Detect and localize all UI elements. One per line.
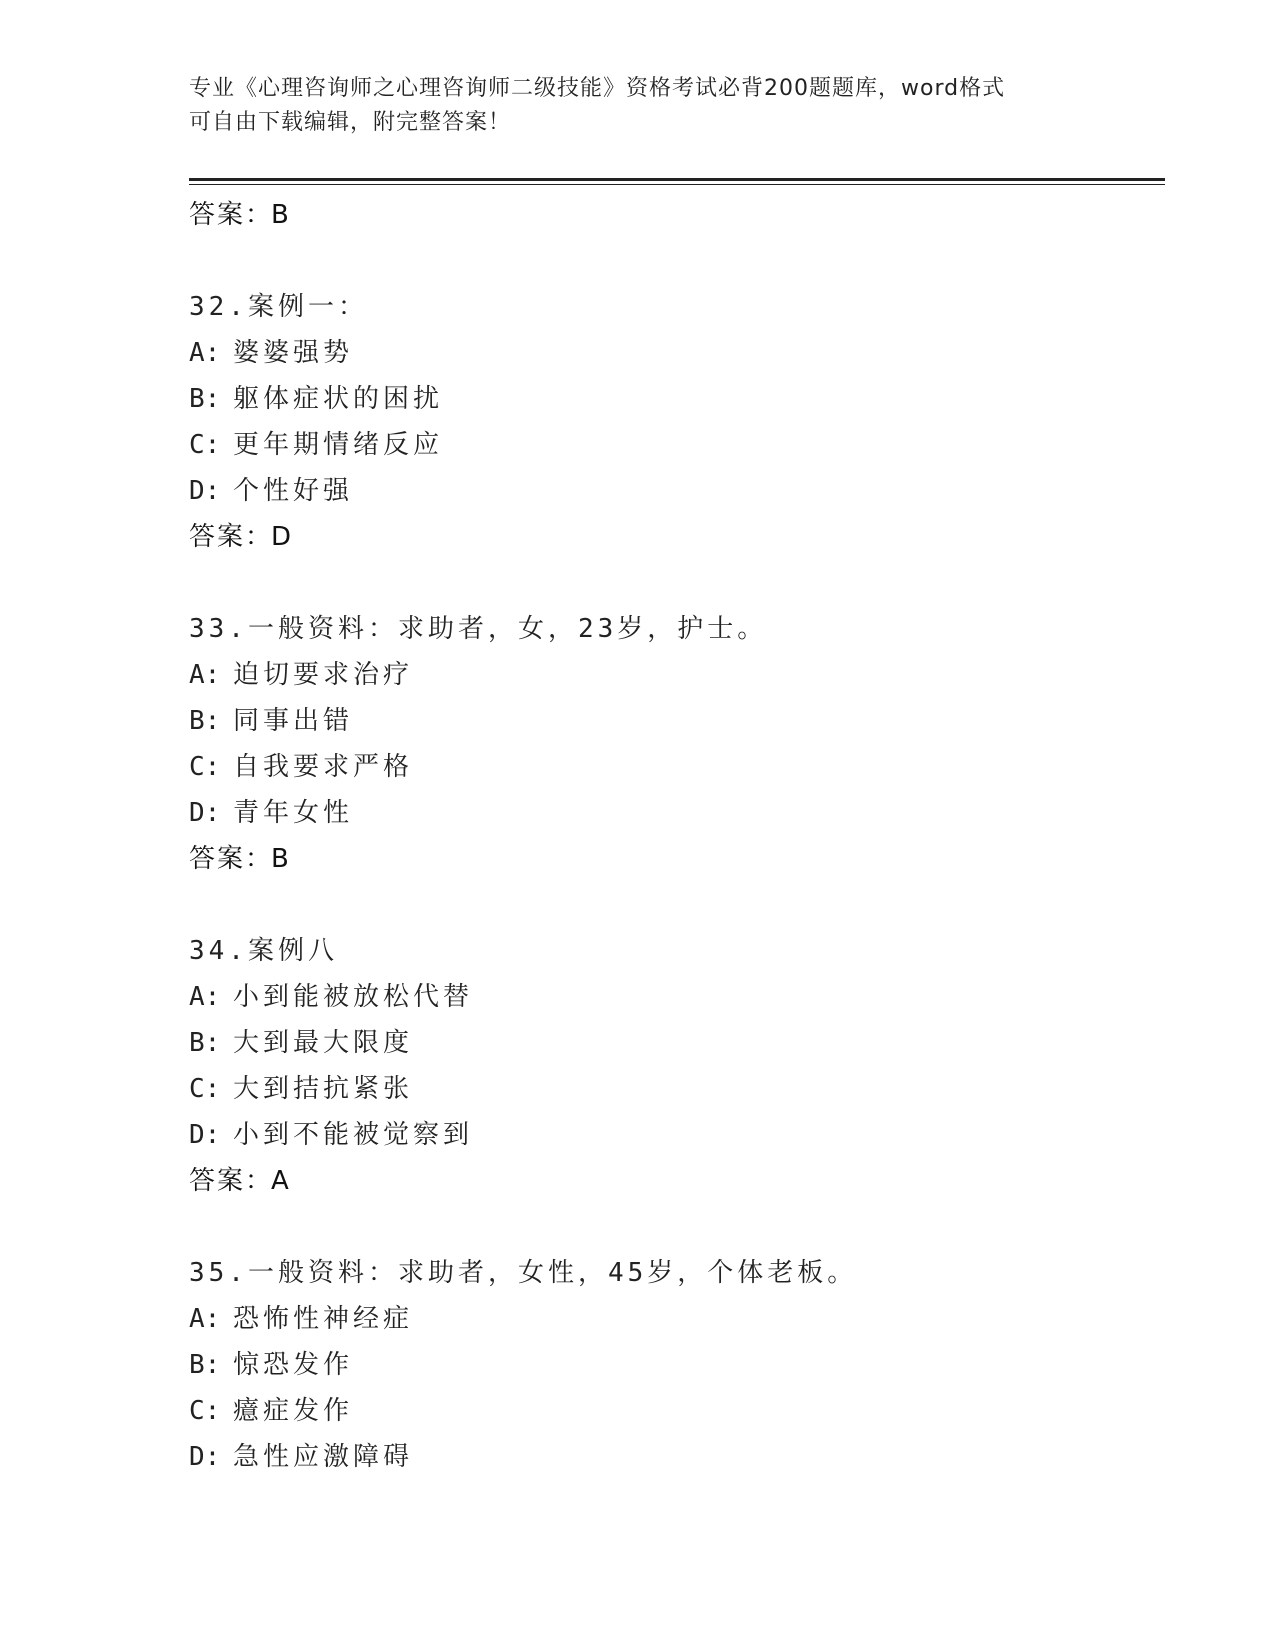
spacer [189, 882, 1149, 928]
question-list [189, 192, 1149, 1480]
header-line-2: 可自由下载编辑，附完整答案！ [189, 110, 512, 135]
answer-separator: ： [245, 1166, 272, 1196]
option-text: 大到拮抗紧张 [233, 1074, 414, 1104]
option-text: 小到能被放松代替 [233, 982, 474, 1012]
answer-value: B [271, 844, 289, 874]
option-c [189, 1066, 1149, 1112]
option-key: B: [189, 1028, 221, 1058]
spacer [189, 560, 1149, 606]
question-title: 32.案例一： [189, 292, 368, 322]
answer-line [189, 514, 1149, 560]
spacer [189, 1204, 1149, 1250]
option-key: A: [189, 982, 221, 1012]
option-d [189, 790, 1149, 836]
option-key: D: [189, 476, 221, 506]
option-key: B: [189, 384, 221, 414]
answer-value: A [271, 1166, 289, 1196]
answer-separator: ： [245, 522, 272, 552]
option-text: 惊恐发作 [233, 1350, 354, 1380]
option-d [189, 1434, 1149, 1480]
option-b [189, 1020, 1149, 1066]
option-key: A: [189, 660, 221, 690]
option-text: 大到最大限度 [233, 1028, 414, 1058]
option-key: D: [189, 798, 221, 828]
option-key: D: [189, 1120, 221, 1150]
option-key: C: [189, 430, 221, 460]
answer-value: B [271, 200, 289, 230]
option-text: 个性好强 [233, 476, 354, 506]
option-key: C: [189, 1074, 221, 1104]
option-key: A: [189, 1304, 221, 1334]
option-key: D: [189, 1442, 221, 1472]
option-text: 自我要求严格 [233, 752, 414, 782]
option-b [189, 698, 1149, 744]
option-key: C: [189, 1396, 221, 1426]
answer-line [189, 1158, 1149, 1204]
option-a [189, 330, 1149, 376]
option-key: A: [189, 338, 221, 368]
option-b [189, 1342, 1149, 1388]
option-text: 急性应激障碍 [233, 1442, 414, 1472]
spacer [189, 238, 1149, 284]
question-title: 33.一般资料：求助者，女，23岁，护士。 [189, 614, 768, 644]
answer-value: D [271, 522, 292, 552]
option-text: 小到不能被觉察到 [233, 1120, 474, 1150]
option-text: 躯体症状的困扰 [233, 384, 444, 414]
option-c [189, 1388, 1149, 1434]
answer-separator: ： [245, 844, 272, 874]
answer-line [189, 192, 1149, 238]
option-d [189, 468, 1149, 514]
option-c [189, 422, 1149, 468]
answer-line [189, 836, 1149, 882]
option-text: 迫切要求治疗 [233, 660, 414, 690]
document-header [189, 72, 1089, 140]
option-text: 癔症发作 [233, 1396, 354, 1426]
header-line-1: 专业《心理咨询师之心理咨询师二级技能》资格考试必背200题题库，word格式 [189, 76, 1006, 101]
header-divider-thin [189, 184, 1165, 185]
option-c [189, 744, 1149, 790]
answer-label: 答案 [189, 1166, 246, 1196]
option-key: B: [189, 1350, 221, 1380]
header-divider-thick [189, 178, 1165, 181]
answer-separator: ： [245, 200, 272, 230]
option-b [189, 376, 1149, 422]
answer-label: 答案 [189, 522, 246, 552]
option-text: 青年女性 [233, 798, 354, 828]
option-text: 更年期情绪反应 [233, 430, 444, 460]
option-a [189, 974, 1149, 1020]
question-title: 34.案例八 [189, 936, 338, 966]
option-a [189, 652, 1149, 698]
answer-label: 答案 [189, 200, 246, 230]
option-text: 同事出错 [233, 706, 354, 736]
option-key: B: [189, 706, 221, 736]
option-text: 恐怖性神经症 [233, 1304, 414, 1334]
option-a [189, 1296, 1149, 1342]
question-title: 35.一般资料：求助者，女性，45岁，个体老板。 [189, 1258, 858, 1288]
option-d [189, 1112, 1149, 1158]
option-text: 婆婆强势 [233, 338, 354, 368]
option-key: C: [189, 752, 221, 782]
answer-label: 答案 [189, 844, 246, 874]
